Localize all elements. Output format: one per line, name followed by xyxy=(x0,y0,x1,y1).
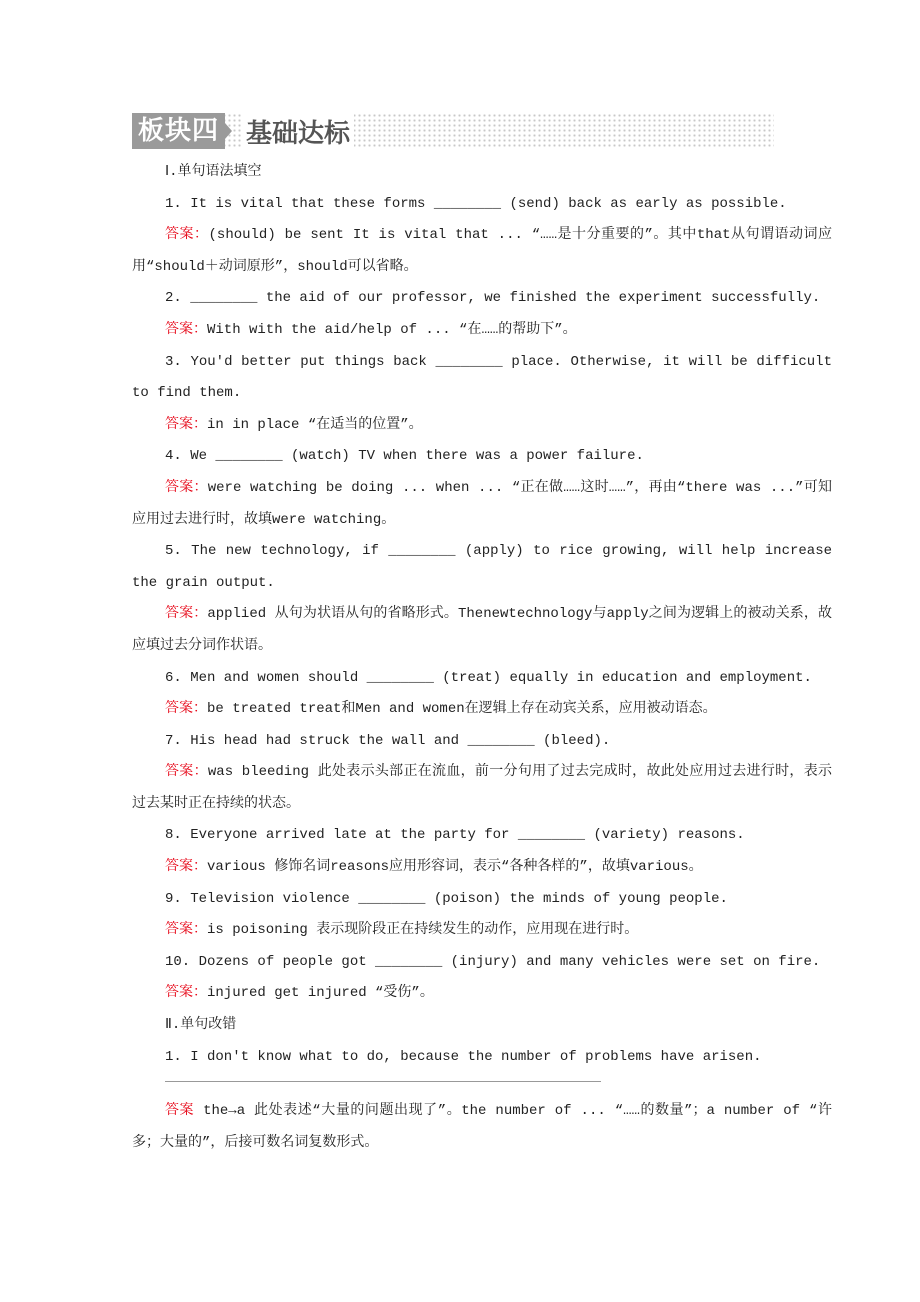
answer-label: 答案： xyxy=(165,227,209,244)
answer-label: 答案： xyxy=(165,479,208,496)
answer-text: (should) be sent It is vital that ... “……是十分重要的”。其中that从句谓语动词应用“should＋动词原形”，should可以省略。 xyxy=(132,227,833,275)
answer-text: be treated treat和Men and women在逻辑上存在动宾关系，应用被动语态。 xyxy=(207,701,717,718)
answer-label: 答案： xyxy=(165,321,207,338)
banner-block-label: 板块四 xyxy=(132,113,225,149)
section-banner xyxy=(132,113,774,149)
answer-blank-line xyxy=(165,1081,601,1082)
answer xyxy=(132,473,832,536)
answer-text: With with the aid/help of ... “在……的帮助下”。 xyxy=(207,321,577,338)
question: 7. His head had struck the wall and ________ (bleed). xyxy=(165,732,611,749)
answer-label: 答案： xyxy=(165,985,207,1002)
question: 2. ________ the aid of our professor, we finished the experiment successfully. xyxy=(165,290,821,307)
answer xyxy=(132,915,832,947)
banner-arrow-icon xyxy=(225,123,232,139)
answer-text: the→a 此处表述“大量的问题出现了”。the number of ... “……的数量”；a number of “许多；大量的”，后接可数名词复数形式。 xyxy=(132,1103,833,1151)
answer-text: various 修饰名词reasons应用形容词，表示“各种各样的”，故填various。 xyxy=(207,859,703,876)
question: 1. It is vital that these forms ________ (send) back as early as possible. xyxy=(165,195,787,212)
question: 6. Men and women should ________ (treat) equally in education and employment. xyxy=(165,669,812,686)
answer-text: injured get injured “受伤”。 xyxy=(207,985,434,1002)
question: 9. Television violence ________ (poison) the minds of young people. xyxy=(165,890,728,907)
question: 1. I don't know what to do, because the number of problems have arisen. xyxy=(165,1048,762,1065)
answer-label: 答案： xyxy=(165,922,207,939)
answer xyxy=(132,220,832,283)
answer-label: 答案： xyxy=(165,764,208,781)
banner-title: 基础达标 xyxy=(242,113,354,150)
section2-items xyxy=(132,1042,832,1160)
answer xyxy=(132,978,832,1010)
answer xyxy=(132,757,832,820)
document-body xyxy=(132,157,832,1159)
answer-text: applied 从句为状语从句的省略形式。Thenewtechnology与apply之间为逻辑上的被动关系，故应填过去分词作状语。 xyxy=(132,606,833,654)
answer-text: is poisoning 表示现阶段正在持续发生的动作，应用现在进行时。 xyxy=(207,922,639,939)
question: 10. Dozens of people got ________ (injury) and many vehicles were set on fire. xyxy=(165,953,821,970)
question: 5. The new technology, if ________ (apply) to rice growing, will help increase the grain output. xyxy=(132,543,832,591)
answer xyxy=(132,410,832,442)
answer-label: 答案： xyxy=(165,606,208,623)
question: 4. We ________ (watch) TV when there was a power failure. xyxy=(165,448,644,465)
section1-items xyxy=(132,189,832,1010)
question: 3. You'd better put things back ________ place. Otherwise, it will be difficult to find them. xyxy=(132,353,832,402)
answer xyxy=(132,315,832,347)
section1-heading: Ⅰ.单句语法填空 xyxy=(165,164,262,180)
answer-label: 答案： xyxy=(165,701,207,718)
answer xyxy=(132,599,832,662)
answer xyxy=(132,694,832,726)
question: 8. Everyone arrived late at the party for ________ (variety) reasons. xyxy=(165,827,745,844)
answer-label: 答案： xyxy=(165,416,207,433)
answer-label: 答案 xyxy=(165,1103,195,1120)
answer-label: 答案： xyxy=(165,859,207,876)
answer-text: was bleeding 此处表示头部正在流血，前一分句用了过去完成时，故此处应用过去进行时，表示过去某时正在持续的状态。 xyxy=(132,764,833,812)
answer xyxy=(132,1096,832,1159)
answer-text: were watching be doing ... when ... “正在做……这时……”，再由“there was ...”可知应用过去进行时，故填were watching。 xyxy=(132,479,832,528)
answer-text: in in place “在适当的位置”。 xyxy=(207,416,423,433)
section2-heading: Ⅱ.单句改错 xyxy=(165,1017,237,1034)
answer xyxy=(132,852,832,884)
